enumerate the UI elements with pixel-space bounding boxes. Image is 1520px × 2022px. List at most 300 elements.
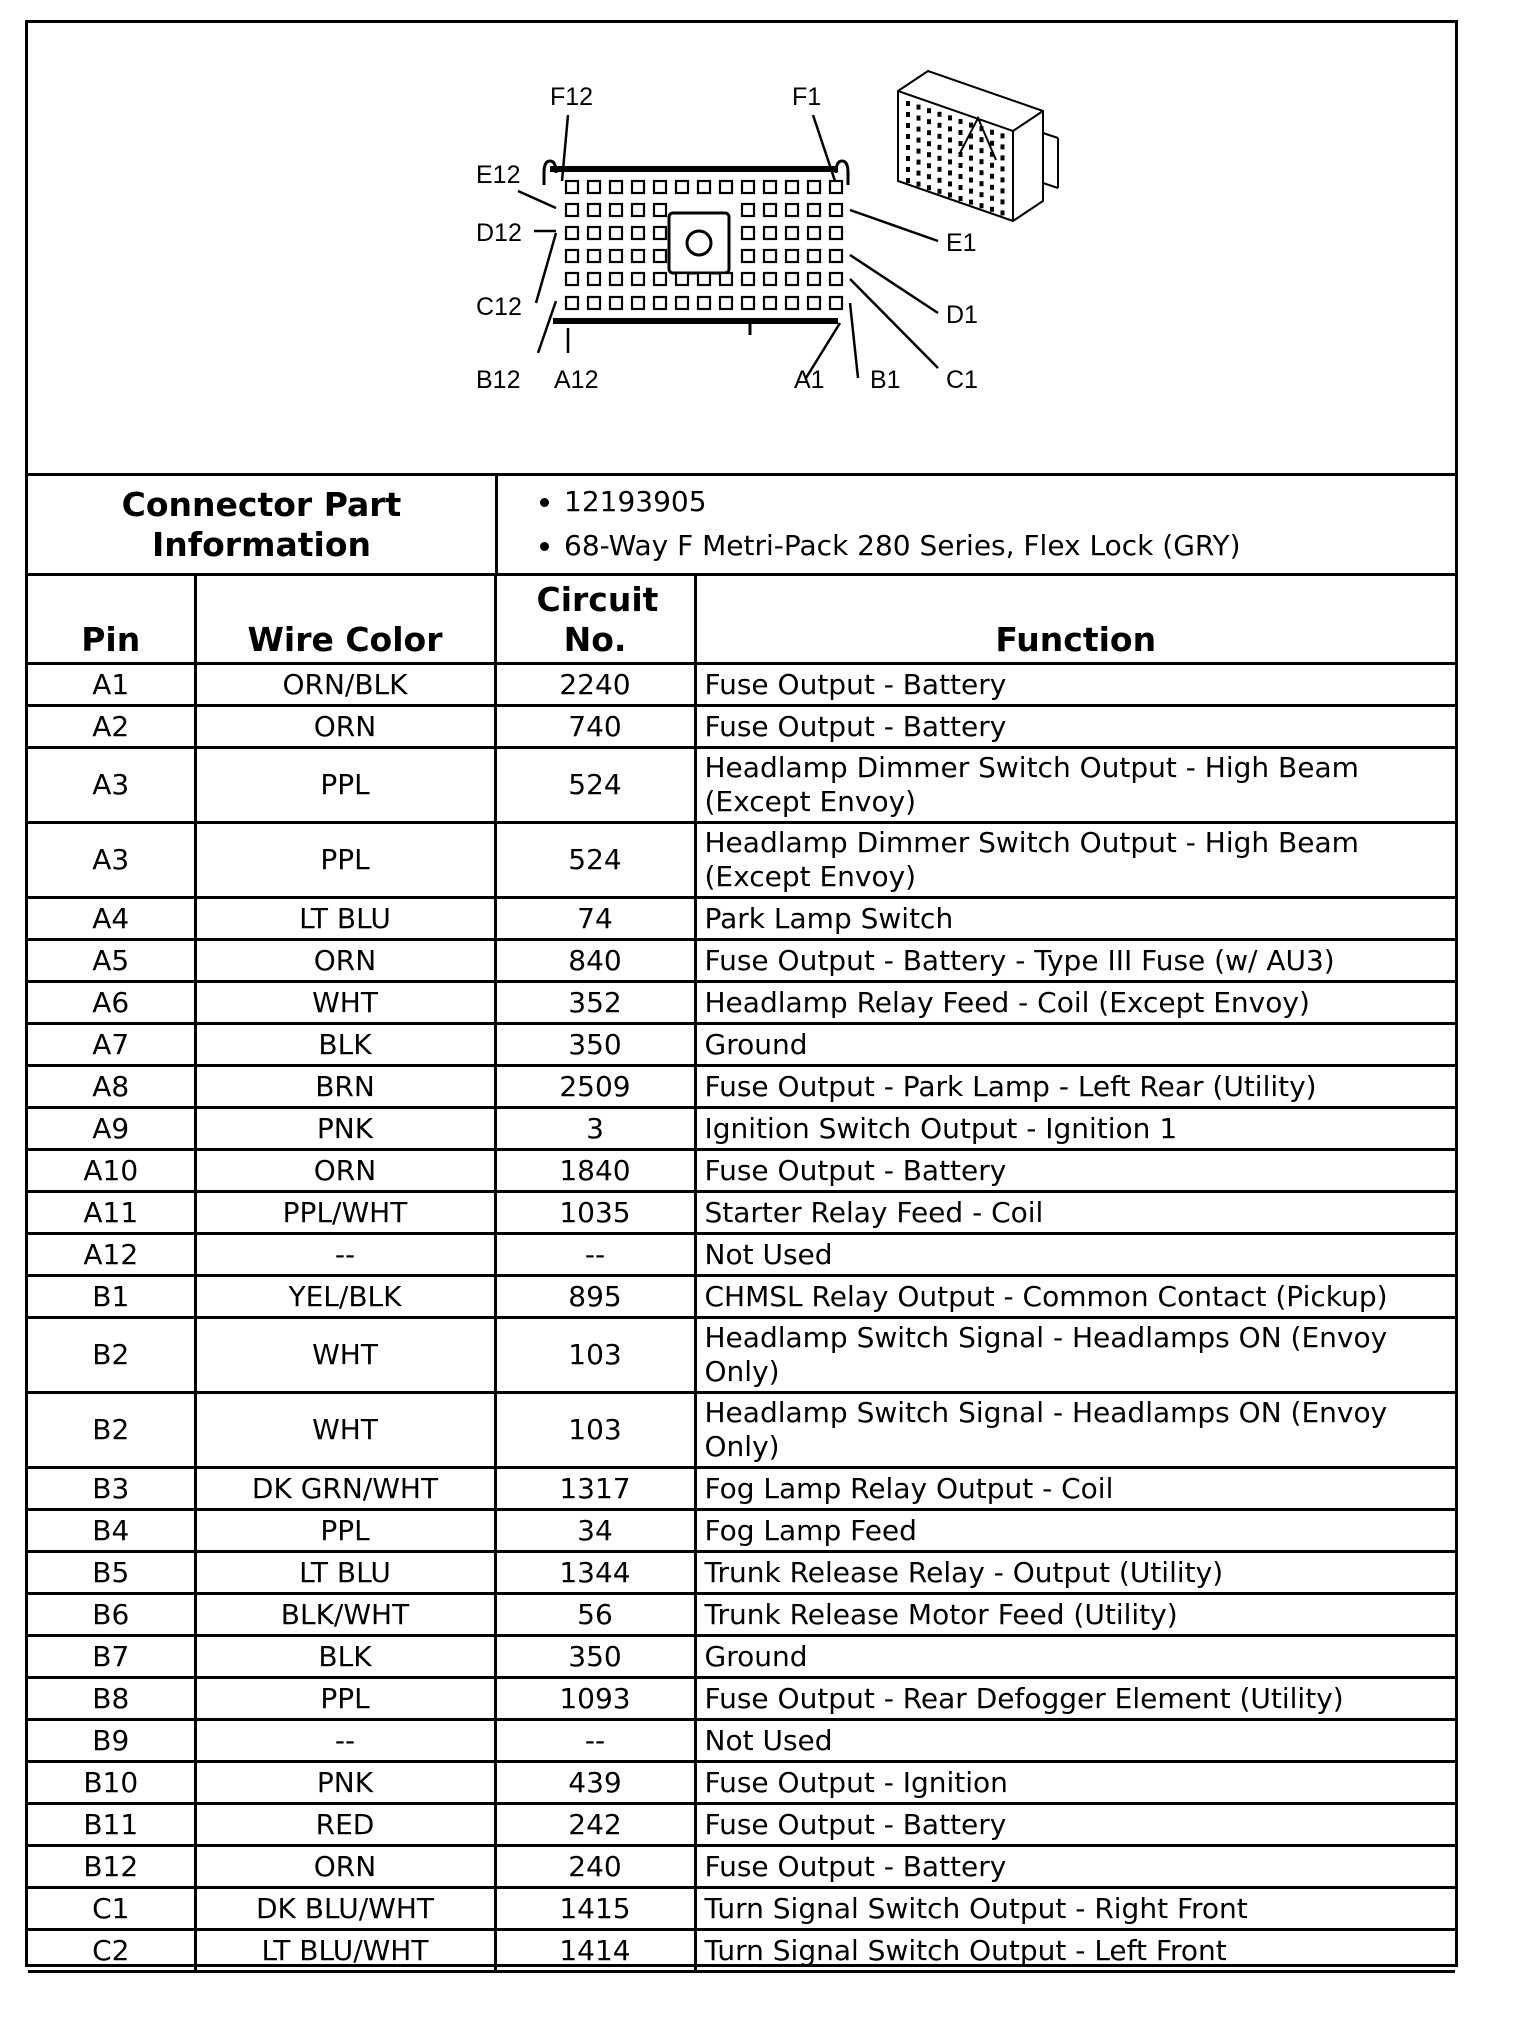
- pin-cell: B2: [28, 1393, 195, 1468]
- wire-color-cell: BLK: [195, 1024, 495, 1066]
- thumbnail-cavity: [938, 156, 942, 161]
- connector-cavity: [676, 273, 688, 285]
- function-cell: Fuse Output - Battery: [695, 1804, 1455, 1846]
- pin-cell: A9: [28, 1108, 195, 1150]
- connector-cavity: [588, 297, 600, 309]
- thumbnail-cavity: [917, 116, 921, 121]
- thumbnail-cavity: [990, 130, 994, 135]
- connector-cavity: [610, 227, 622, 239]
- table-row: [28, 706, 1455, 748]
- circuit-cell: 1035: [495, 1192, 695, 1234]
- circuit-cell: 1414: [495, 1930, 695, 1972]
- thumbnail-cavity: [948, 148, 952, 153]
- label-f12: F12: [550, 83, 594, 111]
- connector-cavity: [588, 204, 600, 216]
- connector-cavity: [654, 181, 666, 193]
- thumbnail-cavity: [990, 141, 994, 146]
- pin-cell: B12: [28, 1846, 195, 1888]
- wire-color-cell: PPL: [195, 748, 495, 823]
- table-row: [28, 1594, 1455, 1636]
- table-row: [28, 982, 1455, 1024]
- thumbnail-cavity: [969, 134, 973, 139]
- wire-color-cell: PNK: [195, 1762, 495, 1804]
- circuit-cell: 2509: [495, 1066, 695, 1108]
- pin-cell: A11: [28, 1192, 195, 1234]
- wire-color-cell: WHT: [195, 982, 495, 1024]
- label-f1: F1: [792, 83, 822, 111]
- function-cell: Headlamp Dimmer Switch Output - High Beam (Except Envoy): [695, 823, 1455, 898]
- connector-cavity: [742, 273, 754, 285]
- connector-cavity: [654, 273, 666, 285]
- thumbnail-cavity: [906, 101, 910, 106]
- pin-cell: A3: [28, 748, 195, 823]
- thumbnail-cavity: [948, 137, 952, 142]
- connector-cavity: [742, 227, 754, 239]
- connector-cavity: [566, 297, 578, 309]
- label-a1: A1: [794, 366, 825, 394]
- circuit-cell: 3: [495, 1108, 695, 1150]
- wire-color-cell: ORN: [195, 1846, 495, 1888]
- connector-cavity: [588, 273, 600, 285]
- pin-cell: A1: [28, 664, 195, 706]
- function-cell: Trunk Release Relay - Output (Utility): [695, 1552, 1455, 1594]
- wire-color-cell: ORN: [195, 1150, 495, 1192]
- function-cell: Turn Signal Switch Output - Left Front: [695, 1930, 1455, 1972]
- connector-cavity: [610, 250, 622, 262]
- circuit-cell: 56: [495, 1594, 695, 1636]
- thumbnail-cavity: [959, 196, 963, 201]
- connector-cavity: [632, 204, 644, 216]
- header-pin: Pin: [28, 576, 195, 664]
- wire-color-cell: --: [195, 1234, 495, 1276]
- connector-info-label: Connector Part Information: [28, 476, 498, 573]
- table-row: [28, 1636, 1455, 1678]
- connector-cavity: [830, 181, 842, 193]
- pin-cell: A4: [28, 898, 195, 940]
- thumbnail-cavity: [927, 185, 931, 190]
- thumbnail-cavity: [917, 105, 921, 110]
- pin-cell: A10: [28, 1150, 195, 1192]
- function-cell: Fuse Output - Battery: [695, 1846, 1455, 1888]
- connector-cavity: [610, 181, 622, 193]
- connector-cavity: [610, 297, 622, 309]
- function-cell: Fuse Output - Battery: [695, 1150, 1455, 1192]
- table-row: [28, 1510, 1455, 1552]
- connector-cavity: [566, 204, 578, 216]
- thumbnail-cavity: [1001, 144, 1005, 149]
- thumbnail-cavity: [980, 181, 984, 186]
- connector-cavity: [830, 297, 842, 309]
- thumbnail-cavity: [938, 112, 942, 117]
- thumbnail-cavity: [948, 115, 952, 120]
- connector-cavity: [786, 181, 798, 193]
- thumbnail-cavity: [959, 152, 963, 157]
- thumbnail-cavity: [948, 170, 952, 175]
- thumbnail-cavity: [938, 123, 942, 128]
- thumbnail-cavity: [917, 127, 921, 132]
- pin-cell: C1: [28, 1888, 195, 1930]
- wire-color-cell: PPL: [195, 1510, 495, 1552]
- thumbnail-cavity: [980, 148, 984, 153]
- table-row: [28, 1192, 1455, 1234]
- connector-cavity: [632, 297, 644, 309]
- table-row: [28, 1234, 1455, 1276]
- thumbnail-cavity: [906, 156, 910, 161]
- pin-cell: A8: [28, 1066, 195, 1108]
- thumbnail-cavity: [990, 174, 994, 179]
- connector-part-information: [28, 476, 1455, 576]
- circuit-cell: 740: [495, 706, 695, 748]
- connector-cavity: [742, 181, 754, 193]
- wire-color-cell: ORN: [195, 940, 495, 982]
- pin-cell: A3: [28, 823, 195, 898]
- table-header-row: [28, 576, 1455, 664]
- wire-color-cell: LT BLU/WHT: [195, 1930, 495, 1972]
- wire-color-cell: DK GRN/WHT: [195, 1468, 495, 1510]
- header-circuit-no: Circuit No.: [495, 576, 695, 664]
- function-cell: Headlamp Dimmer Switch Output - High Beam (Except Envoy): [695, 748, 1455, 823]
- connector-document: [25, 20, 1458, 1967]
- connector-cavity: [808, 297, 820, 309]
- connector-cavity: [764, 204, 776, 216]
- table-row: [28, 1762, 1455, 1804]
- wire-color-cell: LT BLU: [195, 898, 495, 940]
- label-b1: B1: [870, 366, 901, 394]
- thumbnail-cavity: [959, 119, 963, 124]
- thumbnail-cavity: [938, 178, 942, 183]
- circuit-cell: 1093: [495, 1678, 695, 1720]
- connector-cavity: [588, 250, 600, 262]
- table-row: [28, 1276, 1455, 1318]
- connector-info-list: [498, 476, 1241, 568]
- connector-cavity: [808, 227, 820, 239]
- connector-face-drawing: [28, 23, 1455, 473]
- connector-cavity: [676, 297, 688, 309]
- thumbnail-cavity: [980, 192, 984, 197]
- thumbnail-cavity: [959, 185, 963, 190]
- circuit-cell: 352: [495, 982, 695, 1024]
- thumbnail-cavity: [917, 138, 921, 143]
- wire-color-cell: BRN: [195, 1066, 495, 1108]
- thumbnail-cavity: [1001, 199, 1005, 204]
- connector-cavity: [808, 181, 820, 193]
- thumbnail-cavity: [1001, 155, 1005, 160]
- function-cell: Ground: [695, 1636, 1455, 1678]
- pin-cell: A2: [28, 706, 195, 748]
- connector-3d-icon: [898, 71, 1058, 221]
- header-function: Function: [695, 576, 1455, 664]
- function-cell: Fuse Output - Battery - Type III Fuse (w/ AU3): [695, 940, 1455, 982]
- pin-cell: B9: [28, 1720, 195, 1762]
- pinout-table: [28, 576, 1455, 1973]
- thumbnail-cavity: [969, 200, 973, 205]
- header-wire-color: Wire Color: [195, 576, 495, 664]
- connector-cavity: [632, 227, 644, 239]
- label-d1: D1: [946, 301, 978, 329]
- connector-cavity: [808, 204, 820, 216]
- circuit-cell: 350: [495, 1024, 695, 1066]
- function-cell: Park Lamp Switch: [695, 898, 1455, 940]
- pin-cell: A6: [28, 982, 195, 1024]
- connector-cavity: [764, 250, 776, 262]
- pin-cell: B6: [28, 1594, 195, 1636]
- circuit-cell: 240: [495, 1846, 695, 1888]
- function-cell: Headlamp Switch Signal - Headlamps ON (Envoy Only): [695, 1318, 1455, 1393]
- circuit-cell: 439: [495, 1762, 695, 1804]
- table-row: [28, 823, 1455, 898]
- table-row: [28, 1024, 1455, 1066]
- thumbnail-cavity: [969, 167, 973, 172]
- thumbnail-cavity: [917, 171, 921, 176]
- thumbnail-cavity: [980, 203, 984, 208]
- pin-cell: B4: [28, 1510, 195, 1552]
- thumbnail-cavity: [948, 159, 952, 164]
- label-a12: A12: [554, 366, 599, 394]
- table-row: [28, 1804, 1455, 1846]
- function-cell: Ignition Switch Output - Ignition 1: [695, 1108, 1455, 1150]
- thumbnail-cavity: [1001, 188, 1005, 193]
- circuit-cell: 74: [495, 898, 695, 940]
- circuit-cell: 350: [495, 1636, 695, 1678]
- thumbnail-cavity: [1001, 166, 1005, 171]
- wire-color-cell: WHT: [195, 1318, 495, 1393]
- circuit-cell: --: [495, 1720, 695, 1762]
- pin-cell: B7: [28, 1636, 195, 1678]
- thumbnail-cavity: [990, 163, 994, 168]
- thumbnail-cavity: [938, 145, 942, 150]
- circuit-cell: 103: [495, 1393, 695, 1468]
- thumbnail-cavity: [927, 152, 931, 157]
- thumbnail-cavity: [927, 108, 931, 113]
- thumbnail-cavity: [927, 130, 931, 135]
- thumbnail-cavity: [917, 160, 921, 165]
- pin-cell: B5: [28, 1552, 195, 1594]
- table-row: [28, 748, 1455, 823]
- table-row: [28, 1552, 1455, 1594]
- thumbnail-cavity: [917, 182, 921, 187]
- thumbnail-cavity: [1001, 133, 1005, 138]
- connector-part-number: • 12193905: [564, 480, 1241, 524]
- connector-cavity: [720, 181, 732, 193]
- wire-color-cell: PNK: [195, 1108, 495, 1150]
- connector-cavity: [610, 204, 622, 216]
- thumbnail-cavity: [948, 181, 952, 186]
- thumbnail-cavity: [969, 123, 973, 128]
- connector-cavity: [654, 204, 666, 216]
- connector-cavity: [830, 250, 842, 262]
- thumbnail-cavity: [927, 141, 931, 146]
- thumbnail-cavity: [1001, 177, 1005, 182]
- connector-cavity: [654, 297, 666, 309]
- thumbnail-cavity: [980, 170, 984, 175]
- thumbnail-cavity: [959, 163, 963, 168]
- circuit-cell: 524: [495, 748, 695, 823]
- thumbnail-cavity: [917, 149, 921, 154]
- connector-cavity: [764, 273, 776, 285]
- thumbnail-cavity: [906, 167, 910, 172]
- connector-cavity: [654, 227, 666, 239]
- thumbnail-cavity: [927, 163, 931, 168]
- thumbnail-cavity: [980, 126, 984, 131]
- table-row: [28, 1468, 1455, 1510]
- table-row: [28, 1930, 1455, 1972]
- pin-cell: B2: [28, 1318, 195, 1393]
- table-row: [28, 1846, 1455, 1888]
- connector-cavity: [588, 227, 600, 239]
- connector-cavity: [566, 273, 578, 285]
- connector-cavity: [786, 297, 798, 309]
- wire-color-cell: LT BLU: [195, 1552, 495, 1594]
- thumbnail-cavity: [906, 145, 910, 150]
- function-cell: Headlamp Switch Signal - Headlamps ON (Envoy Only): [695, 1393, 1455, 1468]
- thumbnail-cavity: [938, 189, 942, 194]
- connector-cavity: [764, 227, 776, 239]
- table-row: [28, 1066, 1455, 1108]
- circuit-cell: 1344: [495, 1552, 695, 1594]
- function-cell: CHMSL Relay Output - Common Contact (Pickup): [695, 1276, 1455, 1318]
- connector-cavity: [632, 181, 644, 193]
- wire-color-cell: PPL/WHT: [195, 1192, 495, 1234]
- label-c12: C12: [476, 293, 522, 321]
- connector-cavity: [830, 273, 842, 285]
- wire-color-cell: DK BLU/WHT: [195, 1888, 495, 1930]
- circuit-cell: 1415: [495, 1888, 695, 1930]
- table-row: [28, 1318, 1455, 1393]
- thumbnail-cavity: [980, 137, 984, 142]
- wire-color-cell: ORN/BLK: [195, 664, 495, 706]
- connector-cavity: [808, 273, 820, 285]
- connector-cavity: [720, 273, 732, 285]
- table-row: [28, 1108, 1455, 1150]
- connector-cavity: [808, 250, 820, 262]
- thumbnail-cavity: [948, 192, 952, 197]
- circuit-cell: 2240: [495, 664, 695, 706]
- thumbnail-cavity: [948, 126, 952, 131]
- function-cell: Fog Lamp Feed: [695, 1510, 1455, 1552]
- thumbnail-cavity: [969, 145, 973, 150]
- thumbnail-cavity: [906, 112, 910, 117]
- connector-cavity: [830, 204, 842, 216]
- function-cell: Fog Lamp Relay Output - Coil: [695, 1468, 1455, 1510]
- thumbnail-cavity: [1001, 210, 1005, 215]
- wire-color-cell: ORN: [195, 706, 495, 748]
- thumbnail-cavity: [938, 167, 942, 172]
- table-row: [28, 1888, 1455, 1930]
- pin-cell: B11: [28, 1804, 195, 1846]
- thumbnail-cavity: [990, 185, 994, 190]
- thumbnail-cavity: [959, 130, 963, 135]
- connector-description: • 68-Way F Metri-Pack 280 Series, Flex Lock (GRY): [564, 524, 1241, 568]
- connector-cavity: [698, 297, 710, 309]
- circuit-cell: 242: [495, 1804, 695, 1846]
- circuit-cell: 524: [495, 823, 695, 898]
- function-cell: Fuse Output - Park Lamp - Left Rear (Utility): [695, 1066, 1455, 1108]
- connector-cavity: [786, 204, 798, 216]
- thumbnail-cavity: [990, 152, 994, 157]
- pin-cell: A12: [28, 1234, 195, 1276]
- thumbnail-cavity: [959, 141, 963, 146]
- connector-cavity: [720, 297, 732, 309]
- circuit-cell: 34: [495, 1510, 695, 1552]
- pin-cell: C2: [28, 1930, 195, 1972]
- connector-cavity: [566, 250, 578, 262]
- thumbnail-cavity: [969, 178, 973, 183]
- label-e1: E1: [946, 229, 977, 257]
- connector-cavity: [786, 273, 798, 285]
- circuit-cell: 840: [495, 940, 695, 982]
- thumbnail-cavity: [990, 207, 994, 212]
- label-d12: D12: [476, 219, 522, 247]
- wire-color-cell: RED: [195, 1804, 495, 1846]
- connector-cavity: [676, 181, 688, 193]
- circuit-cell: 1317: [495, 1468, 695, 1510]
- connector-cavity: [742, 297, 754, 309]
- function-cell: Not Used: [695, 1234, 1455, 1276]
- connector-cavity: [742, 204, 754, 216]
- function-cell: Fuse Output - Rear Defogger Element (Utility): [695, 1678, 1455, 1720]
- connector-cavity: [566, 227, 578, 239]
- connector-diagram: [28, 23, 1455, 476]
- label-b12: B12: [476, 366, 521, 394]
- table-row: [28, 664, 1455, 706]
- wire-color-cell: --: [195, 1720, 495, 1762]
- pin-cell: B8: [28, 1678, 195, 1720]
- connector-cavity: [786, 250, 798, 262]
- thumbnail-cavity: [990, 196, 994, 201]
- wire-color-cell: WHT: [195, 1393, 495, 1468]
- circuit-cell: 1840: [495, 1150, 695, 1192]
- pin-cell: A7: [28, 1024, 195, 1066]
- thumbnail-cavity: [959, 174, 963, 179]
- connector-cavity: [588, 181, 600, 193]
- pin-cell: A5: [28, 940, 195, 982]
- table-row: [28, 898, 1455, 940]
- wire-color-cell: BLK: [195, 1636, 495, 1678]
- connector-cavity: [566, 181, 578, 193]
- wire-color-cell: YEL/BLK: [195, 1276, 495, 1318]
- function-cell: Not Used: [695, 1720, 1455, 1762]
- pin-cell: B3: [28, 1468, 195, 1510]
- table-row: [28, 1678, 1455, 1720]
- connector-cavity: [610, 273, 622, 285]
- table-row: [28, 940, 1455, 982]
- thumbnail-cavity: [906, 134, 910, 139]
- function-cell: Fuse Output - Battery: [695, 664, 1455, 706]
- function-cell: Fuse Output - Battery: [695, 706, 1455, 748]
- thumbnail-cavity: [980, 159, 984, 164]
- function-cell: Fuse Output - Ignition: [695, 1762, 1455, 1804]
- pin-cell: B10: [28, 1762, 195, 1804]
- connector-cavity: [764, 181, 776, 193]
- label-c1: C1: [946, 366, 978, 394]
- connector-cavity: [830, 227, 842, 239]
- connector-cavity: [698, 273, 710, 285]
- connector-cavity: [632, 273, 644, 285]
- label-e12: E12: [476, 161, 521, 189]
- thumbnail-cavity: [927, 119, 931, 124]
- thumbnail-cavity: [969, 189, 973, 194]
- circuit-cell: 895: [495, 1276, 695, 1318]
- connector-cavity: [654, 250, 666, 262]
- function-cell: Turn Signal Switch Output - Right Front: [695, 1888, 1455, 1930]
- table-row: [28, 1720, 1455, 1762]
- thumbnail-cavity: [906, 178, 910, 183]
- wire-color-cell: PPL: [195, 1678, 495, 1720]
- wire-color-cell: PPL: [195, 823, 495, 898]
- wire-color-cell: BLK/WHT: [195, 1594, 495, 1636]
- connector-cavity: [632, 250, 644, 262]
- function-cell: Headlamp Relay Feed - Coil (Except Envoy): [695, 982, 1455, 1024]
